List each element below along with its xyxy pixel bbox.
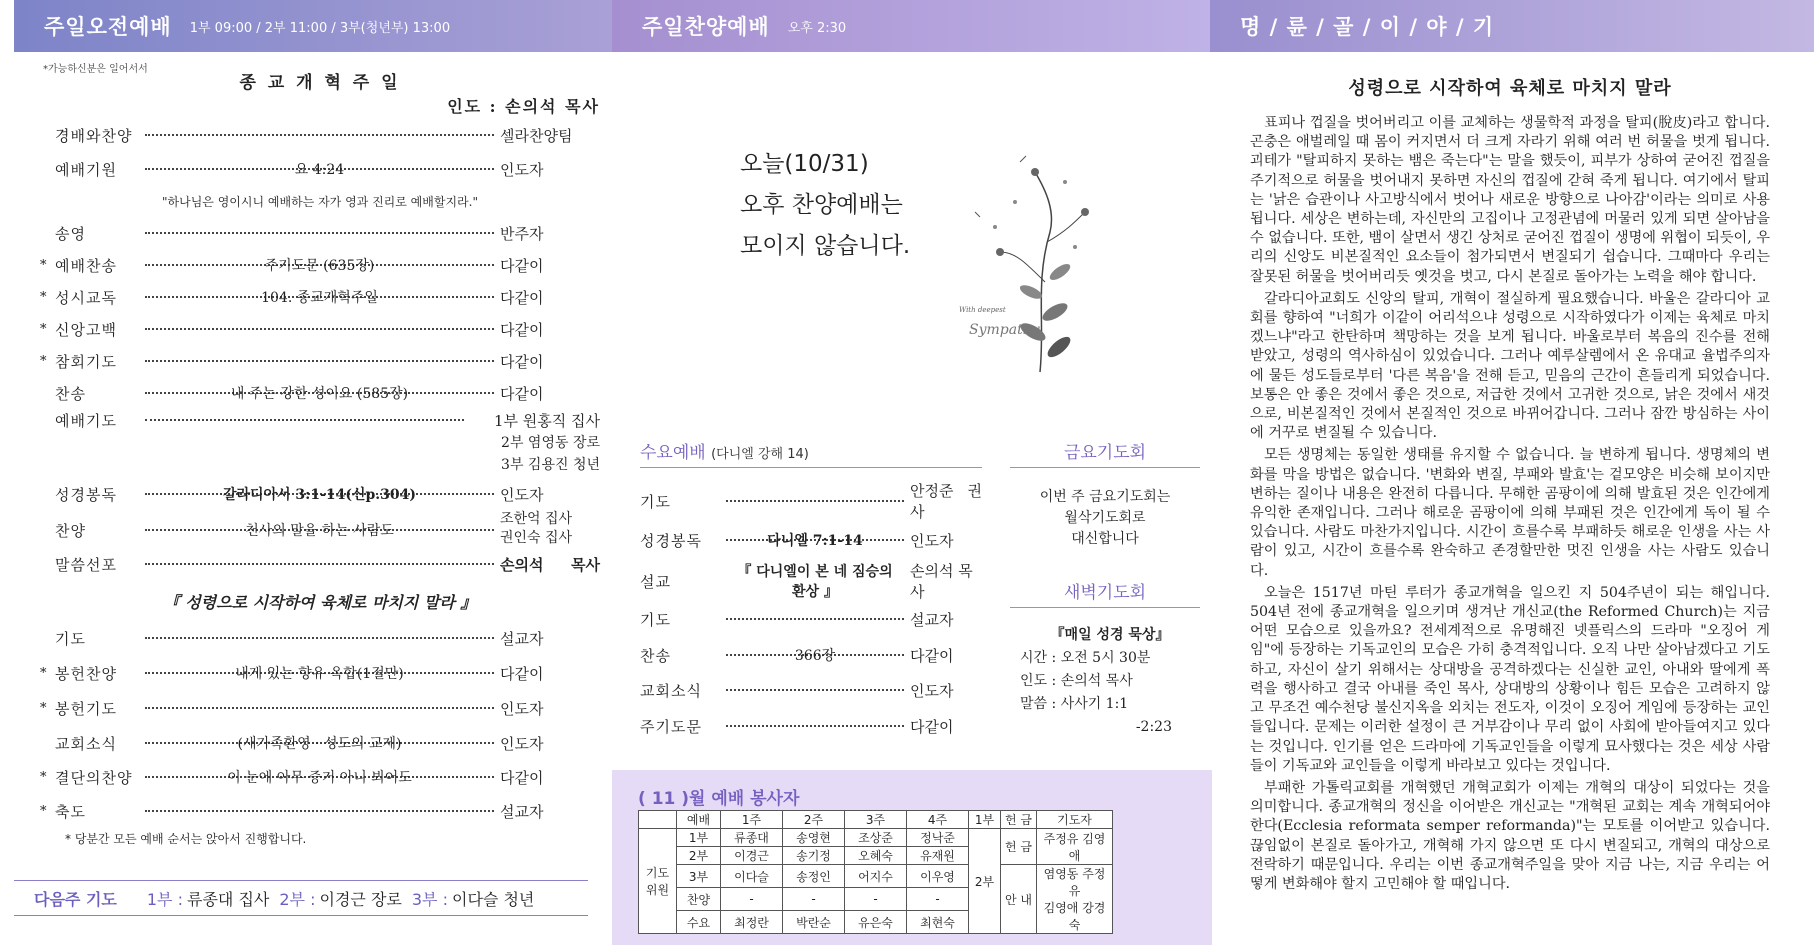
order-row bbox=[40, 317, 600, 341]
article-title: 성령으로 시작하여 육체로 마치지 말라 bbox=[1348, 78, 1672, 99]
order-label: 예배기도 bbox=[55, 411, 117, 430]
choir-name: 조한억 집사 bbox=[500, 511, 573, 527]
part-1-label: 1부 : bbox=[146, 889, 183, 909]
stand-mark: * bbox=[40, 289, 47, 305]
header-bar bbox=[14, 0, 1814, 52]
wednesday-subtitle: (다니엘 강해 14) bbox=[711, 447, 809, 462]
guide-names: 김영애 강경숙 bbox=[1043, 901, 1106, 932]
leader-dots bbox=[145, 360, 494, 362]
table-header: 1부 bbox=[969, 811, 1001, 829]
order-label: 찬양 bbox=[55, 521, 86, 540]
order-person: 안정준 권사 bbox=[910, 482, 982, 521]
leader-dots: 갈라디아서 3:1-14(신p.304) bbox=[145, 493, 494, 495]
order-row bbox=[40, 482, 600, 506]
order-row bbox=[40, 285, 600, 309]
order-person: 인도자 bbox=[500, 160, 544, 179]
dawn-heading: 『매일 성경 묵상』 bbox=[1050, 627, 1170, 643]
table-cell: 송영현 bbox=[783, 829, 845, 847]
notice-line: 오늘(10/31) bbox=[740, 151, 869, 177]
morning-leader: 인도 : 손의석 목사 bbox=[447, 97, 600, 116]
article-paragraph: 오늘은 1517년 마틴 루터가 종교개혁을 일으킨 지 504주년이 되는 해입니다. 504년 전에 종교개혁을 일으키며 생겨난 개신교(the Reformed Church)는 지금 어떤 모습으로 있을까요? 전세계적으로 유명해진 넷플릭스의 드라마 "오징어 게임"에 등장하는 기독교인의 모습은 가히 충격적입니다. 오직 나만 살아남겠다고 기도하고, 자신이 살기 위해서는 상대방을 공격하겠다는 신실한 교인, 아내와 딸에게 폭력을 행사하고 결국 아내를 죽인 목사, 상대방의 상황이나 힘든 모습은 고려하지 않고 무조건 예수천당 불신지옥을 외치는 전도자, 이것이 오징어 게임에 등장하는 교인들입니다. 문제는 이러한 설정이 큰 거부감이나 무리 없이 사회에 받아들여지고 있다는 것입니다. 인기를 얻은 드라마에 기독교인들을 이렇게 묘사했다는 것은 세상 사람들이 기독교와 교인들을 이렇게 바라보고 있다는 것입니다. bbox=[1250, 584, 1770, 774]
table-cell: 정낙준 bbox=[907, 829, 969, 847]
leader-dots: 이 눈에 아무 증거 아니 뵈어도 bbox=[145, 776, 494, 778]
table-cell: 1부 bbox=[677, 829, 721, 847]
table-cell: 이우영 bbox=[907, 865, 969, 888]
leader-dots: 주기도문 (635장) bbox=[145, 264, 494, 266]
part-1-name: 류종대 집사 bbox=[186, 889, 270, 909]
table-cell: 송기정 bbox=[783, 847, 845, 865]
service-volunteers bbox=[612, 770, 1212, 945]
afternoon-title: 주일찬양예배 bbox=[642, 15, 770, 39]
stand-mark: * bbox=[40, 665, 47, 681]
stand-mark: * bbox=[40, 803, 47, 819]
order-label: 봉헌기도 bbox=[55, 699, 117, 718]
friday-title: 금요기도회 bbox=[1010, 438, 1200, 468]
order-row bbox=[40, 349, 600, 373]
seated-note: * 당분간 모든 예배 순서는 앉아서 진행합니다. bbox=[65, 832, 307, 846]
order-label: 경배와찬양 bbox=[55, 126, 133, 145]
order-row bbox=[40, 731, 600, 755]
article-paragraph: 부패한 가톨릭교회를 개혁했던 개혁교회가 이제는 개혁의 대상이 되었다는 것을 의미합니다. 종교개혁의 정신을 이어받은 개신교는 "개혁된 교회는 계속 개혁되어야 한다(Ecclesia reformata semper reformanda)"는 모토를 이어받고 있습니다. 끊임없이 본질로 돌아가고, 개혁해 가지 않으면 또 다시 변질되고, 개혁의 대상으로 전락하기 때문입니다. 우리는 이번 종교개혁주일을 맞아 지금 나는, 지금 우리는 어떻게 변화해야 할지 고민해야 할 때입니다. bbox=[1250, 779, 1770, 892]
sermon-title: 『 성령으로 시작하여 육체로 마치지 말라 』 bbox=[163, 593, 477, 612]
table-cell: 3부 bbox=[677, 865, 721, 888]
dawn-details bbox=[1020, 624, 1200, 739]
part-2-name: 이경근 장로 bbox=[319, 889, 402, 909]
leader-dots bbox=[145, 134, 494, 136]
order-label: 성경봉독 bbox=[55, 485, 117, 504]
order-row bbox=[40, 696, 600, 720]
leader-dots bbox=[145, 232, 494, 234]
leader-dots bbox=[726, 725, 904, 727]
table-cell bbox=[1037, 865, 1113, 934]
service-title: ( 11 )월 예배 봉사자 bbox=[638, 789, 800, 809]
order-row bbox=[40, 253, 600, 277]
stand-mark: * bbox=[40, 769, 47, 785]
table-cell: - bbox=[721, 888, 783, 911]
column-header-title: 명 / 륜 / 골 / 이 / 야 / 기 bbox=[1240, 15, 1495, 39]
order-row bbox=[40, 626, 600, 650]
order-label: 결단의찬양 bbox=[55, 768, 133, 787]
order-label: 기도 bbox=[55, 629, 86, 648]
order-label: 성경봉독 bbox=[640, 531, 702, 550]
table-header: 기도자 bbox=[1037, 811, 1113, 829]
table-cell: - bbox=[845, 888, 907, 911]
order-label: 설교 bbox=[640, 572, 671, 591]
prayer-2 bbox=[470, 432, 600, 452]
table-header: 헌 금 bbox=[1001, 811, 1037, 829]
article-paragraph: 모든 생명체는 동일한 생태를 유지할 수 없습니다. 늘 변하게 됩니다. 생명체의 변화를 막을 방법은 없습니다. '변화와 변질, 부패와 발효'는 겉모양은 비슷해 보이지만 변하는 질이나 내용은 완전히 다릅니다. 무해한 곰팡이에 의해 발효된 것은 인간에게 유익한 존재입니다. 그러나 해로운 곰팡이에 의해 부패된 것은 인간에게 독이 될 수 있습니다. 사람도 마찬가지입니다. 시간이 흐를수록 부패하듯 해로운 인생을 사는 사람이 있고, 시간이 흐를수록 완숙하고 존경할만한 멋진 인생을 사는 사람도 있습니다. bbox=[1250, 447, 1770, 579]
article-paragraph: 갈라디아교회도 신앙의 탈피, 개혁이 절실하게 필요했습니다. 바울은 갈라디아 교회를 향하여 "너희가 이같이 어리석으냐 성령으로 시작하였다가 이제는 육체로 마치겠느냐"라고 한탄하며 책망하는 것을 보게 됩니다. 바울로부터 복음의 진수를 전해 받았고, 성령의 역사하심이 있었습니다. 그러나 예루살렘에서 온 유대교 율법주의자에 물든 성도들로부터 '다른 복음'을 전해 듣고, 믿음의 근간이 흔들리게 되었습니다. 보통은 안 좋은 것에서 좋은 것으로, 저급한 것에서 고귀한 것으로, 낡은 것에서 새것으로, 비본질적인 것에서 본질적인 것으로 바뀌어갑니다. 그러나 잠깐 방심하는 사이에 거꾸로 변질될 수 있습니다. bbox=[1250, 290, 1770, 442]
leader-dots: 내 주는 강한 성이요 (585장) bbox=[145, 392, 494, 394]
stand-mark: * bbox=[40, 353, 47, 369]
dawn-leader: 인도 : 손의석 목사 bbox=[1020, 673, 1133, 689]
dawn-word-end: -2:23 bbox=[1135, 719, 1172, 735]
wednesday-row bbox=[640, 562, 982, 601]
table-cell: 최현숙 bbox=[907, 911, 969, 934]
table-header: 1주 bbox=[721, 811, 783, 829]
order-label: 찬송 bbox=[55, 384, 86, 403]
order-person: 1부 원홍직 집사 bbox=[493, 411, 600, 430]
choir-name: 권인숙 집사 bbox=[500, 530, 573, 546]
leader-dots bbox=[145, 563, 494, 565]
order-person: 인도자 bbox=[500, 485, 544, 504]
afternoon-time: 오후 2:30 bbox=[787, 20, 847, 36]
table-cell: 안 내 bbox=[1001, 865, 1037, 934]
standing-note: *가능하신분은 일어서서 bbox=[43, 64, 148, 75]
order-person: 다같이 bbox=[500, 768, 544, 787]
order-detail: 『 다니엘이 본 네 짐승의 환상 』 bbox=[737, 564, 893, 600]
wednesday-title: 수요예배 bbox=[640, 443, 706, 463]
guide-names: 염영동 주정유 bbox=[1043, 867, 1106, 898]
table-cell: 박란순 bbox=[783, 911, 845, 934]
card-caption-script: Sympathy bbox=[969, 322, 1040, 338]
order-row bbox=[40, 123, 600, 147]
article-paragraph: 표피나 껍질을 벗어버리고 이를 교체하는 생물학적 과정을 탈피(脫皮)라고 합니다. 곤충은 애벌레일 때 몸이 커지면서 더 크게 자라기 위해 여러 번 허물을 벗게 됩니다. 괴테가 "탈피하지 못하는 뱀은 죽는다"는 말을 했듯이, 피부가 상하여 굳어진 껍질을 주기적으로 허물을 벗어내지 못하면 자신의 껍질에 갇혀 죽게 됩니다. 여기에서 탈피는 '낡은 습관이나 사고방식에서 벗어나 새로운 방향으로 나아감'이라는 의미로 사용됩니다. 세상은 변하는데, 자신만의 고집이나 고정관념에 머물러 있게 되면 살아남을 수 없습니다. 또한, 뱀이 살면서 생긴 상처로 굳어진 껍질이 생명에 위협이 되듯이, 우리의 신앙도 비본질적인 요소들이 첨가되면서 변질되기 쉽습니다. 그때마다 우리는 잘못된 허물을 벗어버리듯 옛것을 벗고, 다시 본질로 돌아가는 노력을 해야 합니다. bbox=[1250, 115, 1770, 285]
order-person: 다같이 bbox=[500, 288, 544, 307]
order-label: 참회기도 bbox=[55, 352, 117, 371]
leader-dots: 366장 bbox=[726, 654, 904, 656]
dawn-time: 시간 : 오전 5시 30분 bbox=[1020, 650, 1151, 666]
order-person: 셀라찬양팀 bbox=[500, 126, 573, 145]
prayer-3 bbox=[470, 454, 600, 474]
table-cell: 찬양 bbox=[677, 888, 721, 911]
order-person: 다같이 bbox=[500, 664, 544, 683]
morning-title: 주일오전예배 bbox=[44, 15, 172, 39]
stand-mark: * bbox=[40, 257, 47, 273]
prayer-2-name: 2부 염영동 장로 bbox=[501, 435, 600, 451]
leader-dots bbox=[726, 500, 904, 502]
order-row bbox=[40, 552, 600, 576]
order-person: 다같이 bbox=[500, 256, 544, 275]
afternoon-header bbox=[612, 0, 1210, 52]
leader-dots bbox=[726, 689, 904, 691]
wednesday-row bbox=[640, 482, 982, 521]
card-caption: With deepest bbox=[959, 306, 1006, 314]
table-cell: 이다슬 bbox=[721, 865, 783, 888]
table-cell bbox=[639, 811, 677, 829]
table-cell: 최정란 bbox=[721, 911, 783, 934]
order-label: 주기도문 bbox=[640, 717, 702, 736]
part-2-label: 2부 : bbox=[279, 889, 316, 909]
notice-line: 오후 찬양예배는 bbox=[740, 192, 903, 218]
wednesday-section-title bbox=[640, 438, 982, 468]
leader-dots: 요 4:24 bbox=[145, 168, 494, 170]
order-person: 인도자 bbox=[910, 681, 954, 700]
leader-dots bbox=[726, 618, 904, 620]
order-label: 기도 bbox=[640, 610, 671, 629]
service-table bbox=[638, 810, 1113, 934]
dawn-word: 말씀 : 사사기 1:1 bbox=[1020, 696, 1129, 712]
table-row bbox=[639, 865, 1113, 888]
order-row bbox=[40, 511, 600, 546]
table-cell: 오혜숙 bbox=[845, 847, 907, 865]
choir-names bbox=[500, 510, 600, 548]
leader-dots bbox=[145, 707, 494, 709]
table-cell: 조상준 bbox=[845, 829, 907, 847]
order-person: 손의석 목사 bbox=[500, 555, 600, 574]
order-label: 말씀선포 bbox=[55, 555, 117, 574]
sympathy-flower-illustration bbox=[955, 142, 1105, 382]
worship-quote: "하나님은 영이시니 예배하는 자가 영과 진리로 예배할지라." bbox=[162, 195, 478, 209]
morning-header bbox=[14, 0, 612, 52]
table-cell: - bbox=[783, 888, 845, 911]
table-row bbox=[639, 829, 1113, 847]
table-cell: 2부 bbox=[969, 829, 1001, 934]
order-label: 교회소식 bbox=[55, 734, 117, 753]
order-label: 봉헌찬양 bbox=[55, 664, 117, 683]
morning-order bbox=[40, 58, 600, 918]
morning-times: 1부 09:00 / 2부 11:00 / 3부(청년부) 13:00 bbox=[189, 20, 451, 36]
table-cell: 어지수 bbox=[845, 865, 907, 888]
order-person: 다같이 bbox=[500, 384, 544, 403]
order-person: 인도자 bbox=[500, 699, 544, 718]
column-article bbox=[1250, 74, 1770, 897]
leader-dots bbox=[145, 419, 464, 421]
order-person: 인도자 bbox=[910, 531, 954, 550]
leader-dots bbox=[145, 810, 494, 812]
order-person: 손의석 목사 bbox=[910, 562, 973, 601]
table-header: 4주 bbox=[907, 811, 969, 829]
dawn-title: 새벽기도회 bbox=[1010, 578, 1200, 608]
morning-service-title: 종 교 개 혁 주 일 bbox=[239, 73, 401, 93]
table-cell: 이경근 bbox=[721, 847, 783, 865]
order-label: 신앙고백 bbox=[55, 320, 117, 339]
order-label: 성시교독 bbox=[55, 288, 117, 307]
order-row bbox=[40, 765, 600, 789]
leader-dots bbox=[145, 328, 494, 330]
notice-line: 모이지 않습니다. bbox=[740, 233, 911, 259]
order-row bbox=[40, 381, 600, 405]
table-cell: 송정인 bbox=[783, 865, 845, 888]
table-header: 예배 bbox=[677, 811, 721, 829]
order-row bbox=[40, 157, 600, 181]
order-label: 기도 bbox=[640, 492, 671, 511]
next-week-prayer bbox=[14, 880, 588, 916]
table-cell: 2부 bbox=[677, 847, 721, 865]
leader-dots: 다니엘 7:1-14 bbox=[726, 539, 904, 541]
table-header: 2주 bbox=[783, 811, 845, 829]
stand-mark: * bbox=[40, 700, 47, 716]
friday-line: 이번 주 금요기도회는 bbox=[1039, 489, 1171, 505]
leader-dots: 천사의 말을 하는 사람도 bbox=[145, 529, 494, 531]
order-person: 반주자 bbox=[500, 224, 544, 243]
order-label: 교회소식 bbox=[640, 681, 702, 700]
order-row bbox=[40, 661, 600, 685]
leader-dots: 내게 있는 향유 옥합(1절만) bbox=[145, 672, 494, 674]
order-row bbox=[40, 221, 600, 245]
order-row bbox=[40, 408, 600, 432]
order-label: 예배기원 bbox=[55, 160, 117, 179]
order-person: 다같이 bbox=[910, 646, 954, 665]
friday-line: 월삭기도회로 bbox=[1064, 510, 1146, 526]
order-label: 송영 bbox=[55, 224, 86, 243]
leader-dots bbox=[145, 637, 494, 639]
wednesday-row bbox=[640, 643, 982, 667]
table-cell: 유은숙 bbox=[845, 911, 907, 934]
prayer-3-name: 3부 김용진 청년 bbox=[501, 457, 600, 473]
order-person: 다같이 bbox=[500, 320, 544, 339]
table-cell: 기도 위원 bbox=[639, 829, 677, 934]
table-cell: 류종대 bbox=[721, 829, 783, 847]
table-cell: - bbox=[907, 888, 969, 911]
table-cell: 주정유 김영애 bbox=[1037, 829, 1113, 865]
wednesday-row bbox=[640, 678, 982, 702]
order-person: 다같이 bbox=[910, 717, 954, 736]
order-person: 다같이 bbox=[500, 352, 544, 371]
table-cell: 유재원 bbox=[907, 847, 969, 865]
wednesday-row bbox=[640, 607, 982, 631]
table-cell: 수요 bbox=[677, 911, 721, 934]
part-3-name: 이다슬 청년 bbox=[451, 889, 535, 909]
order-label: 예배찬송 bbox=[55, 256, 117, 275]
stand-mark: * bbox=[40, 321, 47, 337]
table-cell: 헌 금 bbox=[1001, 829, 1037, 865]
order-person: 설교자 bbox=[910, 610, 954, 629]
part-3-label: 3부 : bbox=[411, 889, 448, 909]
order-person: 인도자 bbox=[500, 734, 544, 753]
friday-notice bbox=[1010, 487, 1200, 550]
order-person: 설교자 bbox=[500, 802, 544, 821]
leader-dots: 104. 종교개혁주일 bbox=[145, 296, 494, 298]
leader-dots: (새가족환영 · 성도의 교제) bbox=[145, 742, 494, 744]
afternoon-notice bbox=[740, 144, 910, 267]
order-person: 설교자 bbox=[500, 629, 544, 648]
next-week-title: 다음주 기도 bbox=[34, 889, 117, 909]
order-label: 찬송 bbox=[640, 646, 671, 665]
table-header: 3주 bbox=[845, 811, 907, 829]
order-row bbox=[40, 799, 600, 823]
friday-line: 대신합니다 bbox=[1071, 531, 1139, 547]
column-header bbox=[1210, 0, 1814, 52]
order-label: 축도 bbox=[55, 802, 86, 821]
wednesday-row bbox=[640, 714, 982, 738]
wednesday-row bbox=[640, 528, 982, 552]
